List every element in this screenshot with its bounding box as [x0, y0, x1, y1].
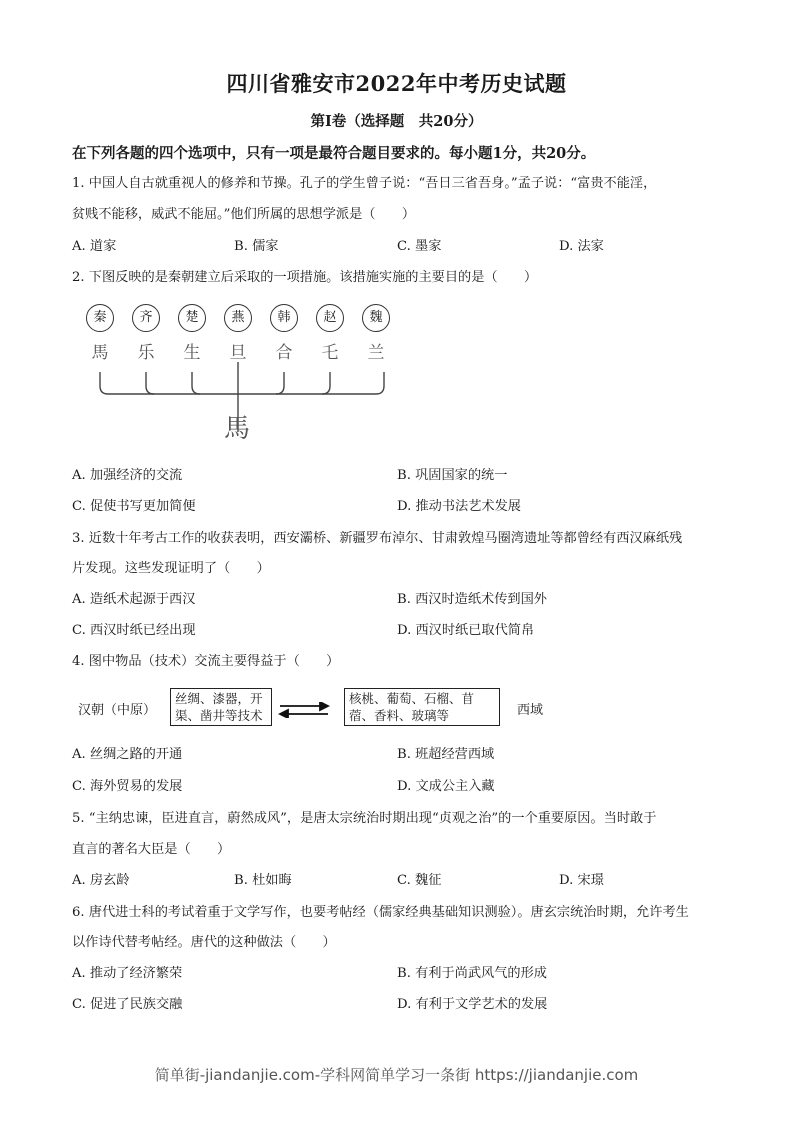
- q2-option-b: B. 巩固国家的统一: [397, 468, 508, 483]
- question-4-line-1: 4. 图中物品（技术）交流主要得益于（ ）: [72, 654, 340, 669]
- unified-script-glyph: 馬: [223, 414, 250, 444]
- q6-option-c: C. 促进了民族交融: [72, 997, 183, 1012]
- coin-script-figure: [72, 300, 402, 460]
- question-5-line-1: 5. “主纳忠谏，臣进直言，蔚然成风”，是唐太宗统治时期出现“贞观之治”的一个重要原因。当时敢于: [72, 811, 657, 826]
- question-3-line-2: 片发现。这些发现证明了（ ）: [72, 561, 270, 576]
- q4-option-c: C. 海外贸易的发展: [72, 779, 183, 794]
- q6-option-b: B. 有利于尚武风气的形成: [397, 966, 547, 981]
- q6-option-a: A. 推动了经济繁荣: [72, 966, 183, 981]
- exchange-figure: [72, 688, 562, 732]
- script-glyph: 馬: [91, 343, 109, 363]
- script-glyph: 合: [275, 343, 293, 363]
- q4-option-b: B. 班超经营西域: [397, 747, 495, 762]
- q5-option-a: A. 房玄龄: [72, 873, 130, 888]
- q3-option-a: A. 造纸术起源于西汉: [72, 592, 196, 607]
- script-glyph: 乇: [321, 343, 339, 363]
- script-glyph: 乐: [137, 343, 155, 363]
- q1-option-c: C. 墨家: [397, 239, 442, 254]
- instructions: 在下列各题的四个选项中，只有一项是最符合题目要求的。每小题1分，共20分。: [72, 145, 596, 162]
- q1-option-d: D. 法家: [559, 239, 604, 254]
- q5-option-b: B. 杜如晦: [234, 873, 292, 888]
- section-subtitle: 第Ⅰ卷（选择题 共20分）: [310, 113, 483, 130]
- q4-option-a: A. 丝绸之路的开通: [72, 747, 183, 762]
- q1-option-a: A. 道家: [72, 239, 117, 254]
- question-3-line-1: 3. 近数十年考古工作的收获表明，西安灞桥、新疆罗布淖尔、甘肃敦煌马圈湾遗址等都曾经有西汉麻纸残: [72, 531, 683, 546]
- q2-option-c: C. 促使书写更加简便: [72, 499, 196, 514]
- script-glyph: 旦: [229, 343, 247, 363]
- q1-option-b: B. 儒家: [234, 239, 279, 254]
- script-glyph: 兰: [367, 343, 385, 363]
- question-1-line-1: 1. 中国人自古就重视人的修养和节操。孔子的学生曾子说：“吾日三省吾身。”孟子说：“富贵不能淫，: [72, 176, 657, 191]
- state-circle-qin: 秦: [86, 304, 114, 332]
- question-6-line-1: 6. 唐代进士科的考试着重于文学写作，也要考帖经（儒家经典基础知识测验）。唐玄宗统治时期，允许考生: [72, 905, 689, 920]
- state-circle-wei: 魏: [362, 304, 390, 332]
- state-circle-han: 韩: [270, 304, 298, 332]
- footer-watermark: 简单街-jiandanjie.com-学科网简单学习一条街 https://jiandanjie.com: [154, 1066, 639, 1084]
- state-circle-qi: 齐: [132, 304, 160, 332]
- western-regions-label: 西域: [517, 703, 544, 718]
- page-title: 四川省雅安市2022年中考历史试题: [226, 71, 567, 96]
- q3-option-b: B. 西汉时造纸术传到国外: [397, 592, 547, 607]
- question-2-line-1: 2. 下图反映的是秦朝建立后采取的一项措施。该措施实施的主要目的是（ ）: [72, 270, 538, 285]
- q6-option-d: D. 有利于文学艺术的发展: [397, 997, 548, 1012]
- han-exports-box: 丝绸、漆器，开渠、凿井等技术: [170, 688, 272, 726]
- han-dynasty-label: 汉朝（中原）: [78, 703, 157, 718]
- q2-option-a: A. 加强经济的交流: [72, 468, 183, 483]
- q2-option-d: D. 推动书法艺术发展: [397, 499, 521, 514]
- q3-option-d: D. 西汉时纸已取代简帛: [397, 623, 535, 638]
- question-1-line-2: 贫贱不能移，威武不能屈。”他们所属的思想学派是（ ）: [72, 207, 416, 222]
- exchange-arrows-icon: [278, 702, 330, 718]
- q4-option-d: D. 文成公主入藏: [397, 779, 495, 794]
- state-circle-chu: 楚: [178, 304, 206, 332]
- state-circle-zhao: 赵: [316, 304, 344, 332]
- question-6-line-2: 以作诗代替考帖经。唐代的这种做法（ ）: [72, 935, 336, 950]
- script-glyph: 生: [183, 343, 201, 363]
- state-circle-yan: 燕: [224, 304, 252, 332]
- q5-option-d: D. 宋璟: [559, 873, 604, 888]
- q3-option-c: C. 西汉时纸已经出现: [72, 623, 196, 638]
- question-5-line-2: 直言的著名大臣是（ ）: [72, 842, 231, 857]
- western-regions-imports-box: 核桃、葡萄、石榴、苜蓿、香料、玻璃等: [344, 688, 500, 726]
- q5-option-c: C. 魏征: [397, 873, 442, 888]
